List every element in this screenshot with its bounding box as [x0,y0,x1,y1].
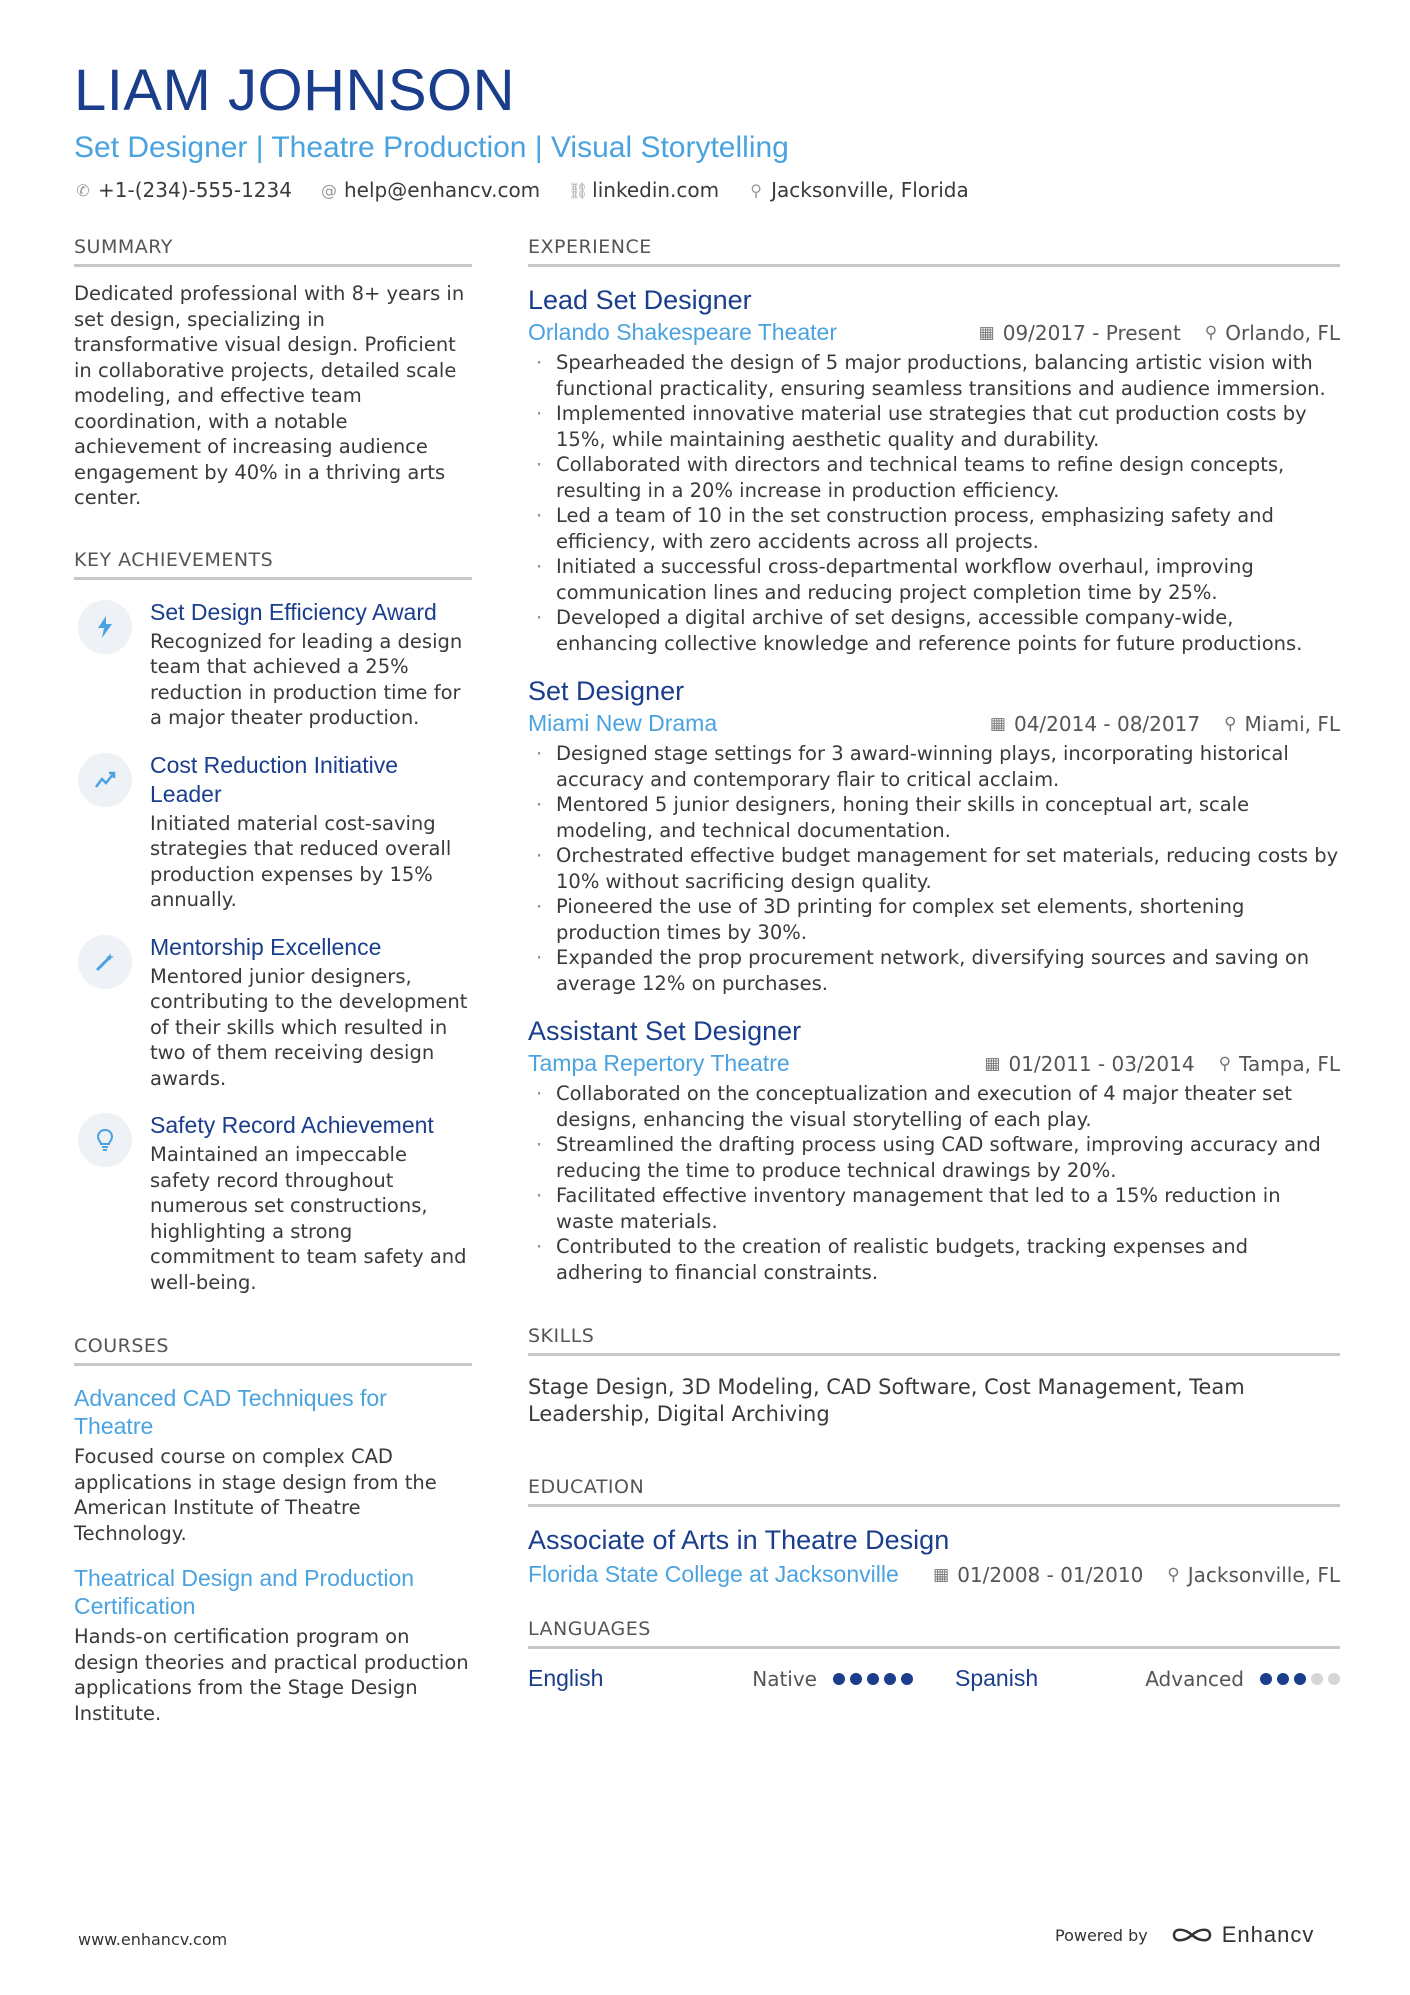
rating-dot [1311,1673,1323,1685]
job-location: Miami, FL [1244,711,1340,736]
footer-website[interactable]: www.enhancv.com [78,1930,228,1949]
course-title: Advanced CAD Techniques for Theatre [74,1385,387,1439]
language-item [528,1665,913,1692]
job-bullet: · Orchestrated effective budget management for set materials, reducing costs by 10% without sacrificing design quality. [528,843,1340,894]
chart-icon [78,753,132,807]
resume-header [74,58,1344,202]
skills-text: Stage Design, 3D Modeling, CAD Software, Cost Management, Team Leadership, Digital Archiving [528,1375,1245,1426]
job-bullet: · Designed stage settings for 3 award-winning plays, incorporating historical accuracy and contemporary flair to critical acclaim. [528,741,1340,792]
language-rating [1260,1673,1340,1685]
job-bullet: · Mentored 5 junior designers, honing their skills in conceptual art, scale modeling, and technical documentation. [528,792,1340,843]
contact-phone [74,178,292,202]
edu-location: Jacksonville, FL [1187,1562,1340,1587]
rating-dot [884,1673,896,1685]
job-bullet: · Contributed to the creation of realistic budgets, tracking expenses and adhering to financial constraints. [528,1234,1340,1285]
language-level: Advanced [1145,1666,1244,1691]
contact-email[interactable] [320,178,540,202]
brand-logo[interactable] [1170,1922,1315,1948]
education-heading: EDUCATION [528,1476,1340,1507]
phone-icon: ✆ [76,180,90,200]
skills-heading: SKILLS [528,1325,1340,1356]
job-bullet: · Expanded the prop procurement network, diversifying sources and saving on average 12% on purchases. [528,945,1340,996]
job-bullet: · Developed a digital archive of set designs, accessible company-wide, enhancing collective knowledge and reference points for future productions. [528,605,1340,656]
achievement-item [74,933,472,1092]
achievement-desc: Mentored junior designers, contributing to the development of their skills which resulted in two of them receiving design awards. [150,964,468,1090]
contact-linkedin[interactable] [568,178,719,202]
job-bullet: · Spearheaded the design of 5 major productions, balancing artistic vision with functional practicality, ensuring seamless transitions and audience immersion. [528,350,1340,401]
job-dates: 04/2014 - 08/2017 [1013,711,1201,736]
enhancv-logo-icon [1170,1924,1214,1946]
achievement-title: Mentorship Excellence [150,933,382,960]
achievement-desc: Recognized for leading a design team that achieved a 25% reduction in production time for a major theater production. [150,629,463,729]
job-entry [528,1014,1340,1285]
email-text[interactable]: help@enhancv.com [343,178,541,202]
job-title: Lead Set Designer [528,285,752,315]
course-title: Theatrical Design and Production Certification [74,1565,415,1619]
calendar-icon: ▦ [984,1053,1001,1074]
candidate-name: LIAM JOHNSON [74,58,516,123]
summary-text: Dedicated professional with 8+ years in set design, specializing in transformative visual design. Proficient in collaborative projects, detailed scale modeling, and effective team coordination, with a notable achievement of increasing audience engagement by 40% in a thriving arts center. [74,282,465,509]
rating-dot [833,1673,845,1685]
footer-branding [1055,1922,1314,1948]
experience-heading: EXPERIENCE [528,236,1340,267]
location-text: Jacksonville, Florida [771,178,969,202]
at-icon: @ [320,180,337,200]
job-bullets [528,350,1340,656]
languages-heading: LANGUAGES [528,1618,1340,1649]
rating-dot [867,1673,879,1685]
candidate-tagline: Set Designer | Theatre Production | Visual Storytelling [74,131,789,164]
school-name: Florida State College at Jacksonville [528,1561,899,1587]
language-rating [833,1673,913,1685]
language-level: Native [752,1666,817,1691]
achievement-item [74,1111,472,1295]
wand-icon [78,935,132,989]
job-location: Orlando, FL [1225,320,1340,345]
achievement-desc: Maintained an impeccable safety record throughout numerous set constructions, highlighting a strong commitment to team safety and well-being. [150,1143,467,1294]
rating-dot [1328,1673,1340,1685]
job-bullet: · Collaborated on the conceptualization and execution of 4 major theater set designs, enhancing the visual storytelling of each play. [528,1081,1340,1132]
calendar-icon: ▦ [978,322,995,343]
company-name: Miami New Drama [528,710,718,736]
location-pin-icon: ⚲ [1218,1053,1232,1074]
job-bullets [528,1081,1340,1285]
achievement-item [74,751,472,913]
rating-dot [1294,1673,1306,1685]
brand-name: Enhancv [1221,1922,1315,1947]
job-dates: 09/2017 - Present [1002,320,1181,345]
languages-row [528,1665,1340,1692]
job-bullet: · Streamlined the drafting process using CAD software, improving accuracy and reducing the time to produce technical drawings by 20%. [528,1132,1340,1183]
job-location: Tampa, FL [1239,1051,1340,1076]
job-entry [528,674,1340,996]
left-column [74,236,472,1744]
location-pin-icon: ⚲ [750,180,762,200]
language-name: English [528,1665,604,1691]
job-bullet: · Facilitated effective inventory management that led to a 15% reduction in waste materials. [528,1183,1340,1234]
job-bullet: · Initiated a successful cross-departmental workflow overhaul, improving communication lines and reducing project completion time by 25%. [528,554,1340,605]
job-entry [528,283,1340,656]
calendar-icon: ▦ [989,713,1006,734]
achievement-item [74,598,472,731]
link-icon: ⛓ [568,180,589,200]
course-item [74,1384,472,1546]
powered-by-text: Powered by [1055,1925,1148,1945]
linkedin-text[interactable]: linkedin.com [592,178,720,202]
rating-dot [850,1673,862,1685]
rating-dot [901,1673,913,1685]
course-item [74,1564,472,1726]
achievement-title: Safety Record Achievement [150,1112,434,1138]
course-desc: Focused course on complex CAD applications in stage design from the American Institute of Theatre Technology. [74,1445,437,1545]
language-item [955,1665,1340,1692]
lightbulb-icon [78,1113,132,1167]
language-name: Spanish [955,1665,1039,1691]
job-bullet: · Pioneered the use of 3D printing for complex set elements, shortening production times by 30%. [528,894,1340,945]
edu-dates: 01/2008 - 01/2010 [957,1562,1144,1587]
phone-text: +1-(234)-555-1234 [98,178,292,202]
job-title: Set Designer [528,676,685,706]
job-bullets [528,741,1340,996]
summary-heading: SUMMARY [74,236,472,267]
company-name: Tampa Repertory Theatre [528,1050,790,1076]
calendar-icon: ▦ [933,1564,950,1585]
company-name: Orlando Shakespeare Theater [528,319,837,345]
achievements-heading: KEY ACHIEVEMENTS [74,549,472,580]
rating-dot [1277,1673,1289,1685]
rating-dot [1260,1673,1272,1685]
lightning-icon [78,600,132,654]
contact-location [747,178,969,202]
location-pin-icon: ⚲ [1204,322,1218,343]
contact-row [74,178,1344,202]
right-column [528,236,1340,1692]
location-pin-icon: ⚲ [1167,1564,1180,1585]
job-bullet: · Collaborated with directors and technical teams to refine design concepts, resulting in a 20% increase in production efficiency. [528,452,1340,503]
degree-title: Associate of Arts in Theatre Design [528,1525,950,1555]
job-dates: 01/2011 - 03/2014 [1008,1051,1195,1076]
course-desc: Hands-on certification program on design theories and practical production applications from the Stage Design Institute. [74,1625,469,1725]
location-pin-icon: ⚲ [1224,713,1237,734]
job-title: Assistant Set Designer [528,1016,802,1046]
courses-heading: COURSES [74,1335,472,1366]
job-bullet: · Implemented innovative material use strategies that cut production costs by 15%, while maintaining aesthetic quality and durability. [528,401,1340,452]
job-bullet: · Led a team of 10 in the set construction process, emphasizing safety and efficiency, with zero accidents across all projects. [528,503,1340,554]
achievement-title: Cost Reduction Initiative Leader [150,751,399,807]
achievement-desc: Initiated material cost-saving strategies that reduced overall production expenses by 15% annually. [150,811,452,911]
achievement-title: Set Design Efficiency Award [150,598,437,625]
